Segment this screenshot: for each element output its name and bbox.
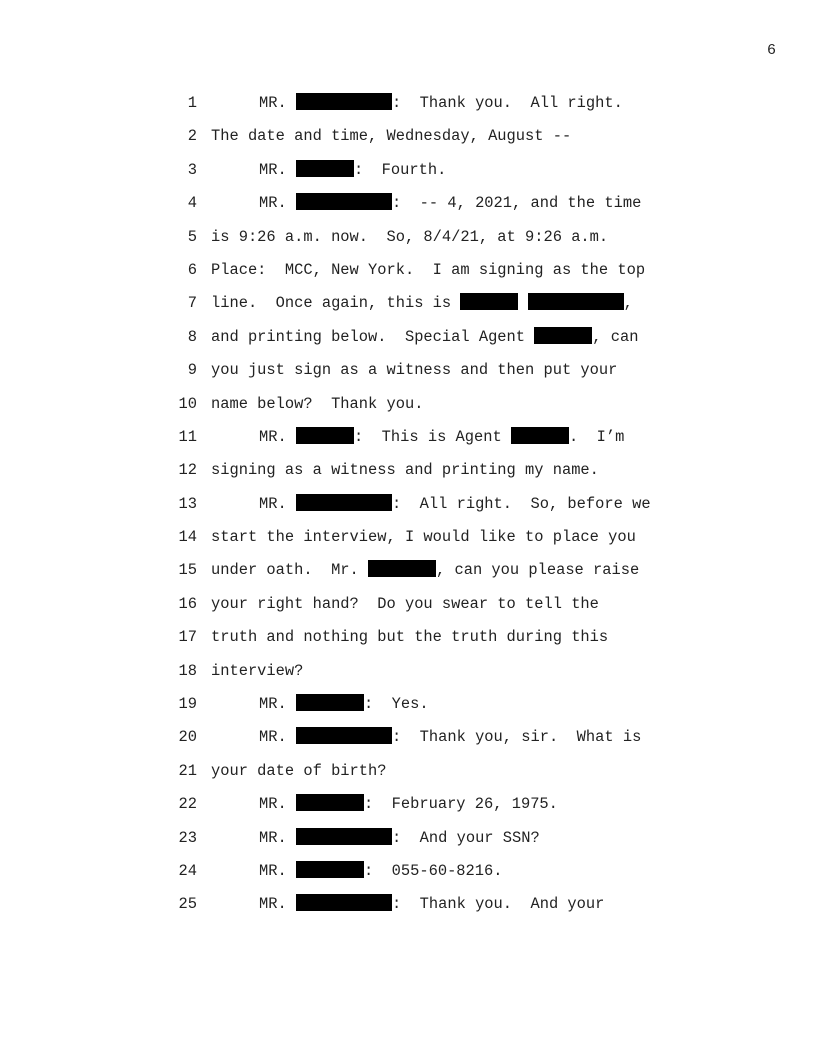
redaction-box	[296, 828, 392, 845]
transcript-line	[0, 788, 816, 821]
line-text-segment: : All right. So, before we	[391, 494, 651, 513]
line-number: 13	[178, 494, 197, 513]
line-text-segment: : This is Agent	[353, 427, 511, 446]
line-text-segment: your date of birth?	[211, 761, 387, 780]
transcript-line	[0, 187, 816, 220]
line-text-segment: : Thank you. And your	[391, 895, 605, 914]
line-number: 16	[178, 594, 197, 613]
transcript-line	[0, 87, 816, 120]
transcript-line	[0, 755, 816, 788]
redaction-box	[296, 694, 364, 711]
transcript-line	[0, 855, 816, 888]
line-text-segment: you just sign as a witness and then put your	[211, 361, 618, 380]
redaction-box	[460, 293, 518, 310]
line-text	[259, 187, 641, 220]
line-number: 22	[178, 795, 197, 814]
line-text	[211, 588, 599, 621]
line-text-segment: . I’m	[568, 427, 625, 446]
line-text-segment: and printing below. Special Agent	[211, 327, 535, 346]
line-number: 24	[178, 861, 197, 880]
transcript-line	[0, 321, 816, 354]
line-text	[259, 888, 604, 921]
line-text	[211, 388, 423, 421]
line-text-segment: your right hand? Do you swear to tell the	[211, 594, 599, 613]
line-number: 6	[187, 260, 197, 279]
line-text-segment: : And your SSN?	[391, 828, 540, 847]
line-text-segment: MR.	[259, 861, 296, 880]
redaction-box	[296, 427, 354, 444]
line-text	[259, 421, 624, 454]
transcript-line	[0, 254, 816, 287]
line-text-segment: line. Once again, this is	[211, 294, 461, 313]
line-text-segment: MR.	[259, 194, 296, 213]
line-text	[211, 621, 608, 654]
line-text	[259, 788, 558, 821]
line-text-segment: start the interview, I would like to place you	[211, 528, 636, 547]
redaction-box	[296, 160, 354, 177]
redaction-box	[296, 193, 392, 210]
transcript-line	[0, 822, 816, 855]
transcript-line	[0, 120, 816, 153]
line-text	[211, 454, 599, 487]
transcript-line	[0, 354, 816, 387]
line-text-segment: : Yes.	[363, 695, 429, 714]
line-number: 3	[187, 160, 197, 179]
line-text	[259, 822, 540, 855]
line-text	[259, 488, 651, 521]
line-text	[259, 87, 623, 120]
line-text-segment: : Thank you. All right.	[391, 94, 623, 112]
line-number: 19	[178, 695, 197, 714]
line-number: 10	[178, 394, 197, 413]
line-text-segment: : -- 4, 2021, and the time	[391, 194, 642, 213]
line-text-segment: MR.	[259, 728, 296, 747]
line-text-segment: truth and nothing but the truth during this	[211, 628, 609, 647]
line-text-segment: under oath. Mr.	[211, 561, 369, 580]
transcript-body	[0, 87, 816, 922]
line-text	[211, 321, 638, 354]
transcript-line	[0, 721, 816, 754]
line-text-segment: : 055-60-8216.	[363, 861, 503, 880]
line-number: 5	[187, 227, 197, 246]
line-text-segment: , can	[592, 327, 639, 346]
transcript-line	[0, 421, 816, 454]
transcript-line	[0, 554, 816, 587]
redaction-box	[296, 93, 392, 110]
line-text-segment: MR.	[259, 795, 296, 814]
line-text	[259, 688, 429, 721]
line-text	[259, 154, 446, 187]
redaction-box	[368, 560, 436, 577]
redaction-box	[296, 727, 392, 744]
line-text	[259, 855, 503, 888]
line-text	[211, 287, 633, 320]
redaction-box	[296, 494, 392, 511]
line-text-segment: MR.	[259, 494, 296, 513]
line-number: 1	[187, 94, 197, 112]
line-text	[211, 521, 636, 554]
line-number: 8	[187, 327, 197, 346]
line-text-segment: signing as a witness and printing my name.	[211, 461, 599, 480]
line-number: 14	[178, 528, 197, 547]
redaction-box	[296, 794, 364, 811]
redaction-box	[534, 327, 592, 344]
line-text	[211, 354, 617, 387]
transcript-line	[0, 488, 816, 521]
line-text-segment: MR.	[259, 695, 296, 714]
transcript-line	[0, 221, 816, 254]
redaction-box	[296, 861, 364, 878]
line-text	[211, 554, 639, 587]
line-text-segment: MR.	[259, 94, 296, 112]
transcript-line	[0, 621, 816, 654]
line-text-segment: , can you please raise	[436, 561, 640, 580]
line-text-segment: interview?	[211, 661, 304, 680]
line-number: 7	[187, 294, 197, 313]
redaction-box	[528, 293, 624, 310]
line-number: 17	[178, 628, 197, 647]
transcript-line	[0, 655, 816, 688]
transcript-line	[0, 888, 816, 921]
transcript-line	[0, 388, 816, 421]
page-number: 6	[766, 42, 776, 59]
line-text-segment: is 9:26 a.m. now. So, 8/4/21, at 9:26 a.m.	[211, 227, 609, 246]
redaction-box	[296, 894, 392, 911]
line-number: 23	[178, 828, 197, 847]
redaction-box	[511, 427, 569, 444]
line-text-segment: MR.	[259, 427, 296, 446]
transcript-line	[0, 688, 816, 721]
line-text-segment: MR.	[259, 828, 296, 847]
line-text-segment: name below? Thank you.	[211, 394, 424, 413]
line-text	[211, 221, 608, 254]
transcript-line	[0, 154, 816, 187]
line-number: 11	[178, 427, 197, 446]
line-text-segment: The date and time, Wednesday, August --	[211, 127, 572, 146]
transcript-line	[0, 521, 816, 554]
transcript-line	[0, 454, 816, 487]
line-number: 21	[178, 761, 197, 780]
line-text-segment: : Thank you, sir. What is	[391, 728, 642, 747]
line-text	[211, 120, 571, 153]
transcript-line	[0, 287, 816, 320]
line-number: 2	[187, 127, 197, 146]
line-text	[259, 721, 641, 754]
line-text-segment: : Fourth.	[353, 160, 447, 179]
line-number: 20	[178, 728, 197, 747]
line-number: 18	[178, 661, 197, 680]
line-text-segment: MR.	[259, 895, 296, 914]
line-text-segment: ,	[623, 294, 633, 313]
line-number: 12	[178, 461, 197, 480]
line-number: 15	[178, 561, 197, 580]
line-text	[211, 655, 303, 688]
line-text-segment: : February 26, 1975.	[363, 795, 558, 814]
line-text	[211, 755, 386, 788]
line-text	[211, 254, 645, 287]
transcript-line	[0, 588, 816, 621]
line-text-segment: Place: MCC, New York. I am signing as the top	[211, 260, 646, 279]
line-text-segment: MR.	[259, 160, 296, 179]
line-number: 9	[187, 361, 197, 380]
line-number: 25	[178, 895, 197, 914]
line-number: 4	[187, 194, 197, 213]
